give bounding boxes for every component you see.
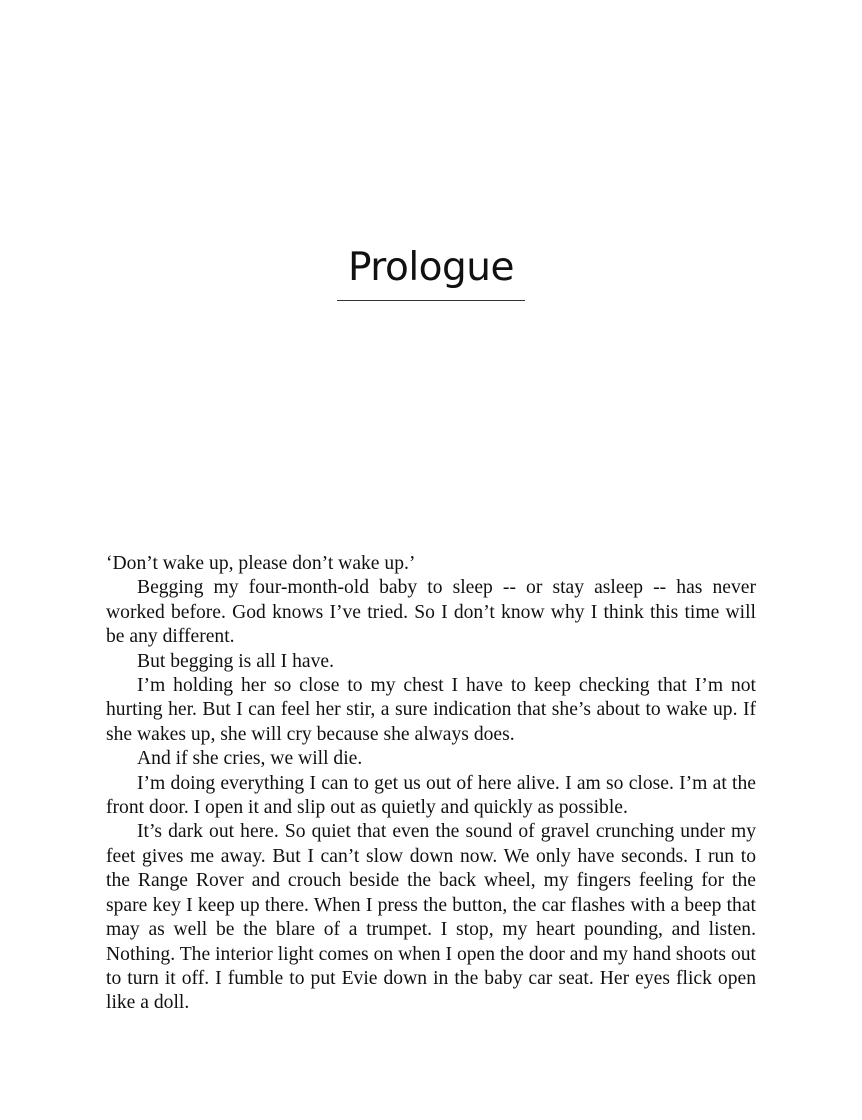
title-underline-rule [337, 300, 525, 301]
chapter-title: Prologue [347, 245, 515, 290]
paragraph: I’m doing everything I can to get us out of here alive. I am so close. I’m at the front door. I open it and slip out as quietly and quickly as possible. [106, 772, 756, 819]
paragraph: I’m holding her so close to my chest I have to keep checking that I’m not hurting her. But I can feel her stir, a sure indication that she’s about to wake up. If she wakes up, she will cry because she always does. [106, 675, 756, 745]
paragraph: And if she cries, we will die. [137, 748, 363, 770]
paragraph: Begging my four-month-old baby to sleep -- or stay asleep -- has never worked before. God knows I’ve tried. So I don’t know why I think this time will be any different. [106, 577, 756, 648]
paragraph: It’s dark out here. So quiet that even the sound of gravel crunching under my feet gives me away. But I can’t slow down now. We only have seconds. I run to the Range Rover and crouch beside the back wheel, my fingers feeling for the spare key I keep up there. When I press the button, the car flashes with a beep that may as well be the blare of a trumpet. I stop, my heart pounding, and listen. Nothing. The interior light comes on when I open the door and my hand shoots out to turn it off. I fumble to put Evie down in the baby car seat. Her eyes flick open like a doll. [106, 821, 756, 1014]
paragraph: ‘Don’t wake up, please don’t wake up.’ [106, 553, 416, 574]
paragraph: But begging is all I have. [137, 650, 334, 672]
chapter-body [106, 552, 756, 1016]
